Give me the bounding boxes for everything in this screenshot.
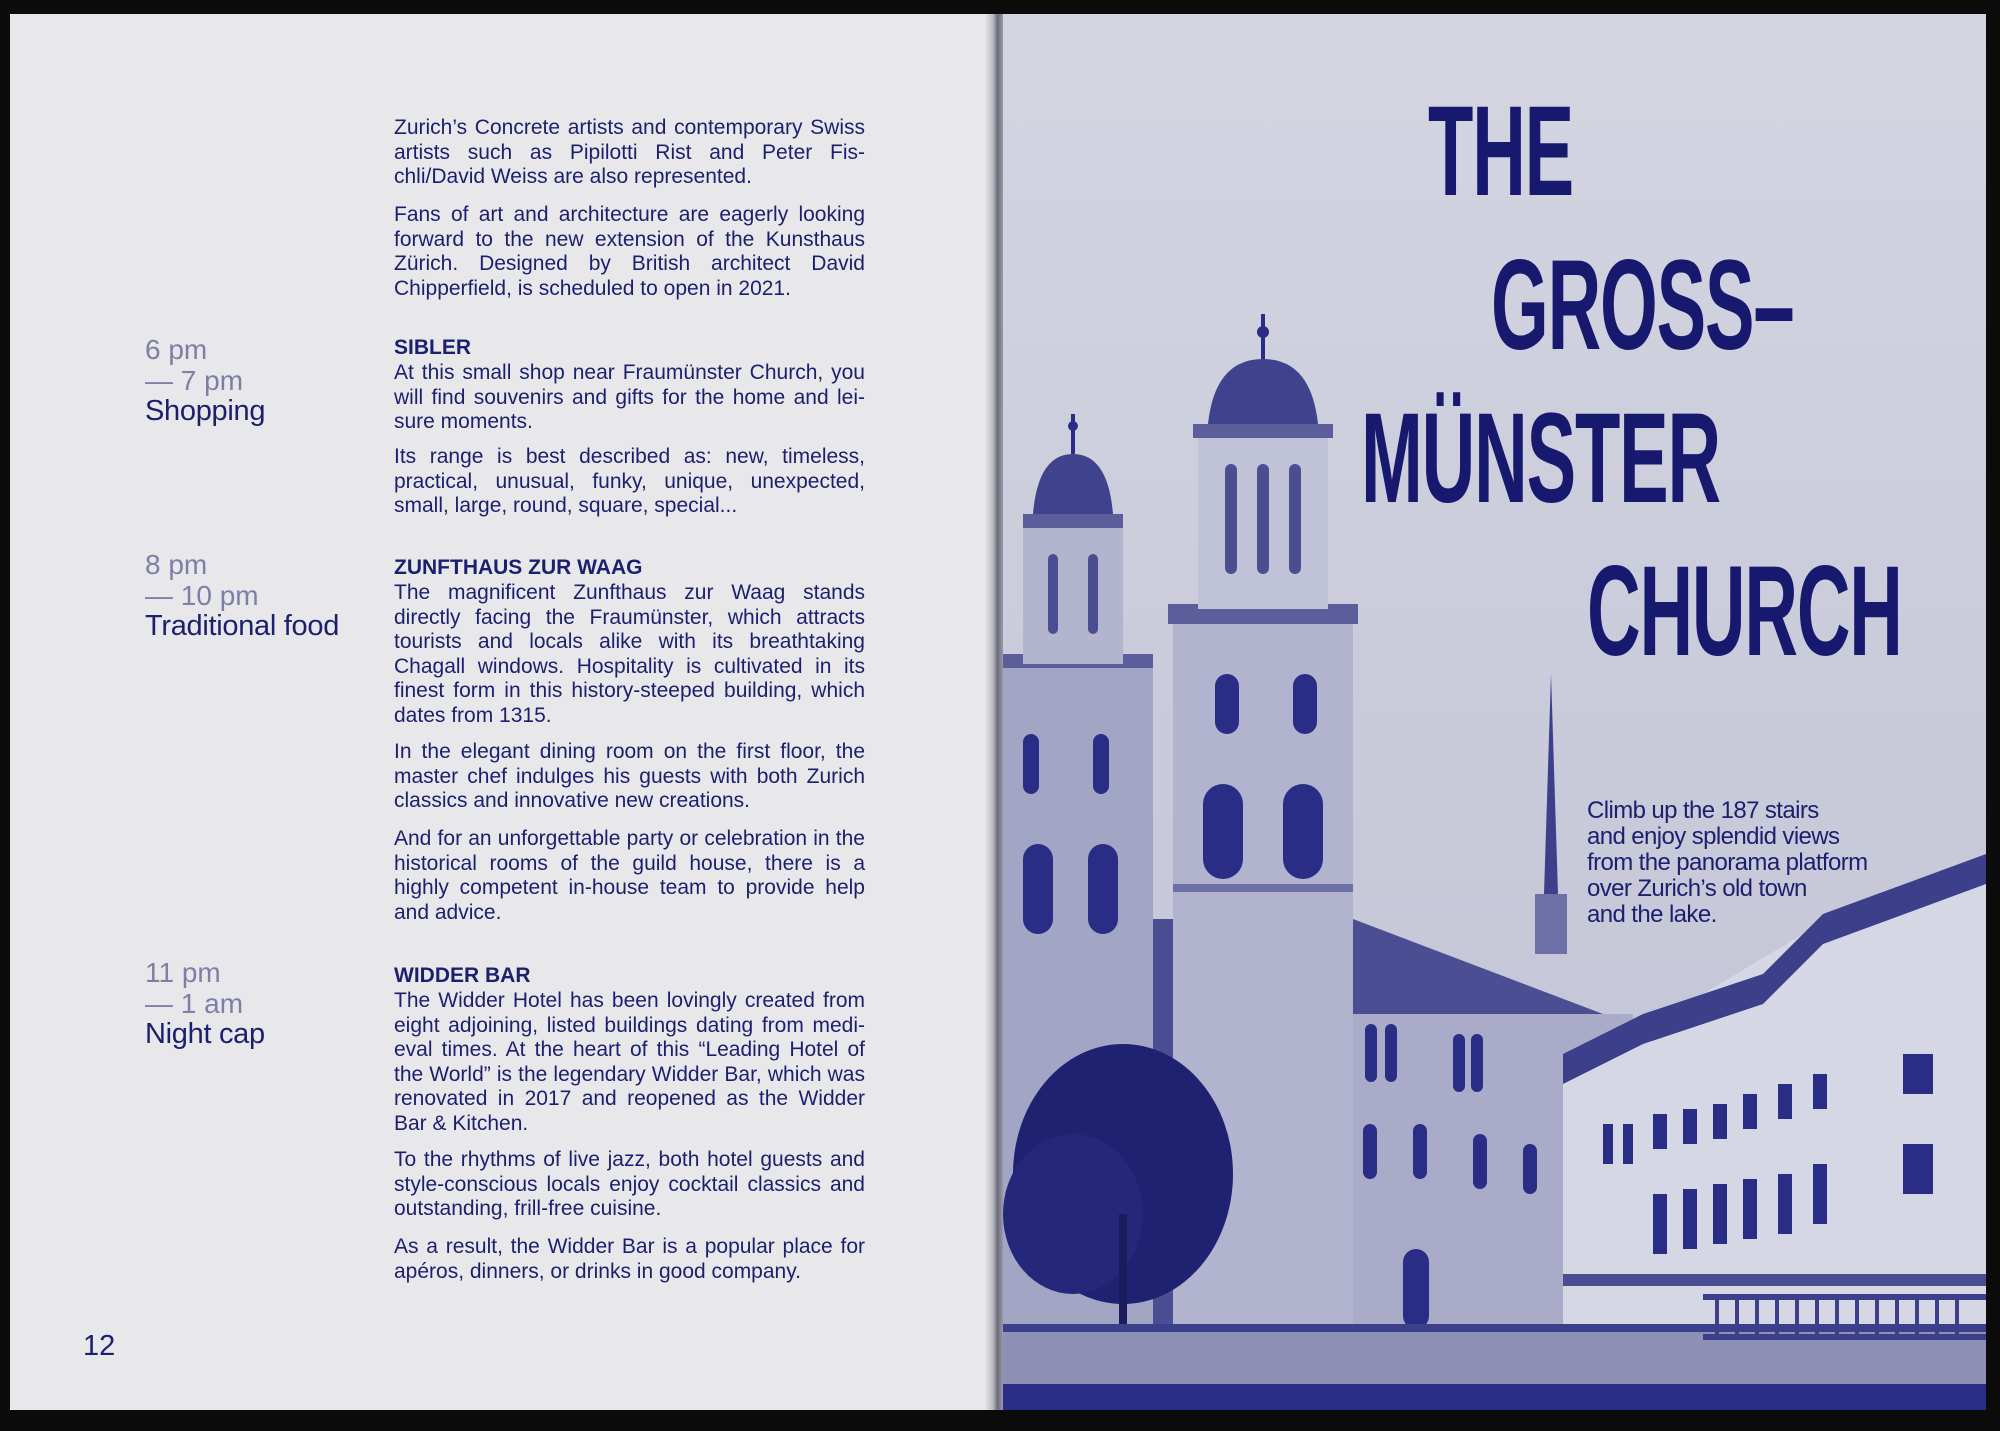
caption-line: and the lake. (1587, 901, 1717, 928)
grossmunster-photo (1003, 14, 1986, 1410)
book-gutter (985, 14, 1003, 1410)
section-activity: Traditional food (145, 610, 340, 642)
title-line-4: CHURCH (1587, 540, 1902, 683)
section-time-end: — 1 am (145, 988, 244, 1019)
title-line-1: THE (1428, 80, 1573, 223)
river-edge (1003, 1384, 1986, 1410)
section-paragraph: As a result, the Widder Bar is a popular place for apéros, dinners, or drinks in good company. (394, 1235, 865, 1283)
section-paragraph: To the rhythms of live jazz, both hotel guests and style-conscious locals enjoy cocktail classics and outstanding, frill-free cuisine. (394, 1148, 865, 1220)
section-paragraph: Its range is best described as: new, timeless, practical, unusual, funky, unique, unexpected, small, large, round, square, special... (394, 445, 865, 517)
page-number: 12 (83, 1330, 116, 1362)
intro-paragraph-2: Fans of art and architecture are eagerly looking forward to the new extension of the Kunsthaus Zürich. Designed by British architect David Chipperfield, is scheduled to open in 2021. (394, 203, 865, 300)
left-page (10, 14, 985, 1410)
right-page (1003, 14, 1986, 1410)
caption-line: and enjoy splendid views (1587, 823, 1840, 850)
section-paragraph: The Widder Hotel has been lovingly created from eight adjoining, listed buildings dating from medi-eval times. At the heart of this “Leading Hotel of the World” is the legendary Widder Bar, which was renovated in 2017 and reopened as the Widder Bar & Kitchen. (394, 989, 865, 1135)
section-heading: SIBLER (394, 336, 472, 359)
caption-line: Climb up the 187 stairs (1587, 797, 1819, 824)
title-line-3: MÜNSTER (1361, 387, 1720, 530)
section-activity: Night cap (145, 1018, 265, 1050)
section-heading: ZUNFTHAUS ZUR WAAG (394, 556, 643, 579)
section-time-end: — 7 pm (145, 365, 244, 396)
caption-line: over Zurich’s old town (1587, 875, 1807, 902)
caption-line: from the panorama platform (1587, 849, 1868, 876)
section-paragraph: The magnificent Zunfthaus zur Waag stands directly facing the Fraumünster, which attracts tourists and locals alike with its breathtaking Chagall windows. Hospitality is cultivated in its finest form in this history-steeped building, which dates from 1315. (394, 581, 865, 727)
section-time-start: 6 pm (145, 334, 208, 365)
section-paragraph: In the elegant dining room on the first floor, the master chef indulges his guests with both Zurich classics and innovative new creations. (394, 740, 865, 812)
section-time-start: 11 pm (145, 957, 221, 988)
section-paragraph: At this small shop near Fraumünster Church, you will find souvenirs and gifts for the home and lei-sure moments. (394, 361, 865, 433)
section-activity: Shopping (145, 395, 266, 427)
caption (1587, 798, 1907, 928)
spire-base (1535, 894, 1567, 954)
section-time-end: — 10 pm (145, 580, 259, 611)
intro-paragraph-1: Zurich’s Concrete artists and contemporary Swiss artists such as Pipilotti Rist and Peter Fis-chli/David Weiss are also represented. (394, 116, 865, 188)
section-heading: WIDDER BAR (394, 964, 531, 987)
section-paragraph: And for an unforgettable party or celebration in the historical rooms of the guild house, there is a highly competent in-house team to provide help and advice. (394, 827, 865, 924)
title-line-2: GROSS– (1491, 234, 1794, 377)
section-time-start: 8 pm (145, 549, 208, 580)
